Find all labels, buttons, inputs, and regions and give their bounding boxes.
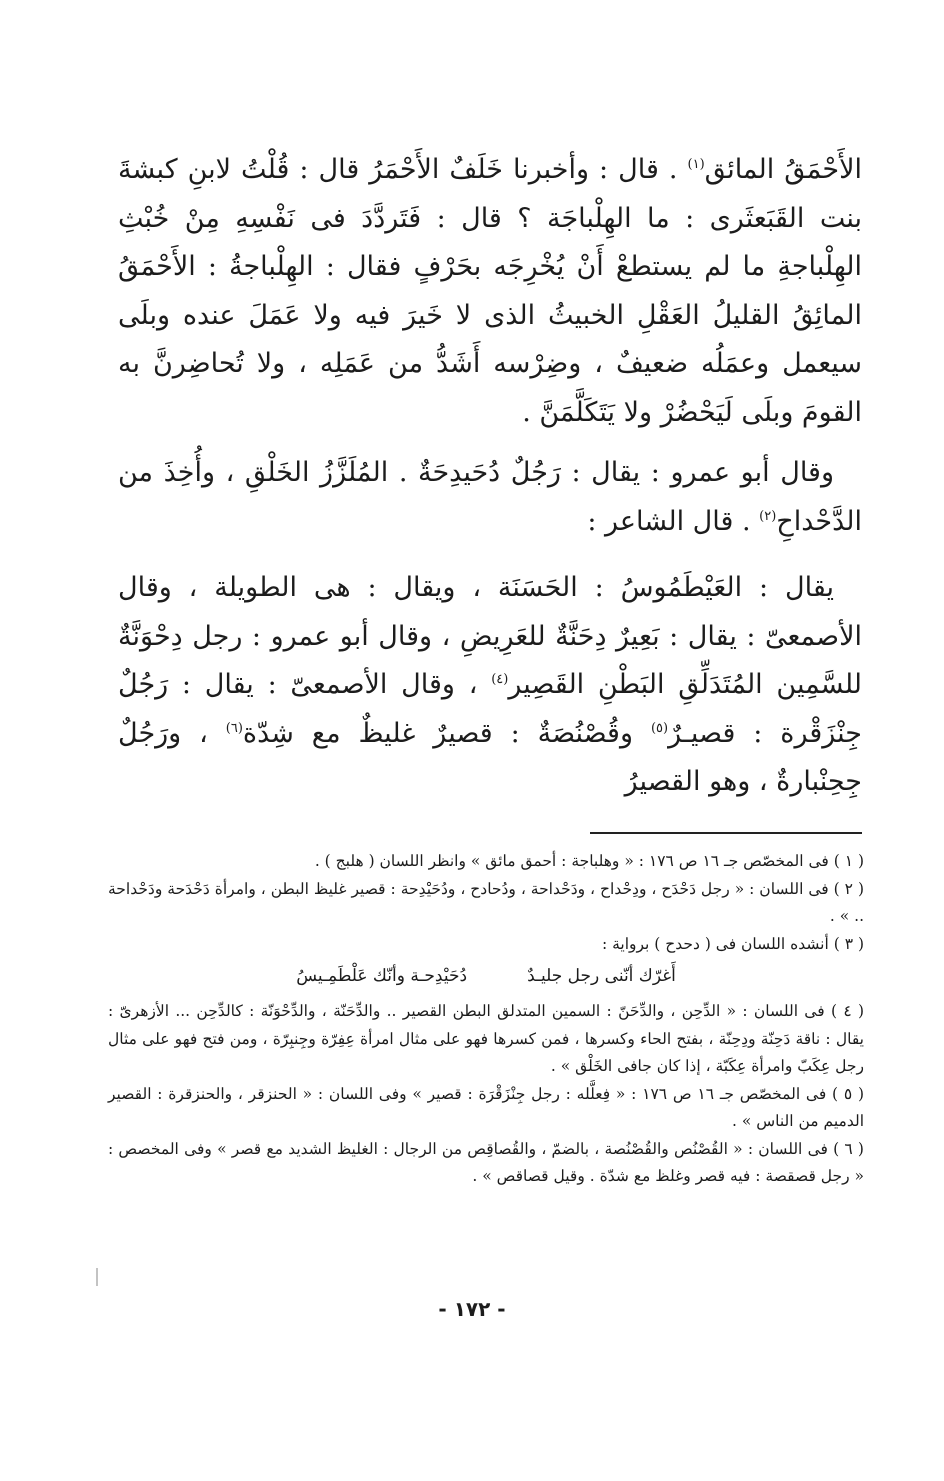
text-run: ، ورَجُلٌ جِحِنْبارةٌ ، وهو القصيرُ: [118, 717, 862, 797]
text-run: . قال : وأخبرنا خَلَفٌ الأَحْمَرُ قال : قُلْتُ لابنِ كبشةَ بنت القَبَعثَرى : ما الهِلْباجَة ؟ قال : فَتَردَّدَ فى نَفْسِهِ مِنْ خُبْثِ الهِلْباجةِ ما لم يستطعْ أَنْ يُخْرِجَه بحَرْفٍ فقال : الهِلْباجةُ : الأَحْمَقُ المائِقُ القليلُ العَقْلِ الخبيثُ الذى لا خَيرَ فيه ولا عَمَلَ عنده وبلَى سيعمل وعمَلُه ضعيفٌ ، وضِرْسه أَشَدُّ من عَمَلِه ، ولا تُحاضِرنَّ به القومَ وبلَى لَيَحْضُرْ ولا يَتَكَلَّمَنَّ .: [118, 154, 862, 428]
text-run: الأَحْمَقُ المائق: [704, 154, 863, 185]
footnote-verse: [108, 960, 864, 992]
text-run: وقال أبو عمرو : يقال : رَجُلٌ دُحَيدِحَةٌ . المُلَزَّزُ الخَلْقِ ، وأُخِذَ من الدَّحْداحِ: [118, 457, 862, 537]
main-text: [118, 146, 862, 807]
footnote-ref-1: (١): [687, 157, 705, 172]
footnote-separator: [590, 832, 862, 834]
paragraph-2: [118, 449, 862, 546]
text-run: يقال : العَيْطَمُوسُ : الحَسَنَة ، ويقال : هى الطويلة ، وقال الأصمعىّ : يقال : بَعِيرٌ دِحَنَّةٌ للعَرِيضِ ، وقال أبو عمرو : رجل دِحْوَنَّةٌ للسَّمِين المُتَدَلِّقِ البَطْنِ القَصِير: [118, 572, 862, 700]
text-run: وقُصْنُصَةٌ : قصيرٌ غليظٌ مع شِدّة: [242, 717, 651, 749]
footnote-verse-hemistich-1: أَغرّك أنّنى رجل جليـدٌ: [527, 966, 676, 986]
footnote-6: ( ٦ ) فى اللسان : « القُصْنُص والقُصْنُصة ، بالضمّ ، والقُصاقِص من الرجال : الغليظ الشديد مع قصر » وفى المخصص : « رجل قصقصة : فيه قصر وغلظ مع شدّة . وقيل قصاقص » .: [108, 1139, 864, 1185]
footnote-4: ( ٤ ) فى اللسان : « الدِّحِن ، والدِّحَنّ : السمين المتدلق البطن القصير .. والدِّحَنّة ، والدِّحْوَنّة : كالدِّحِن ... الأزهرىّ : يقال : ناقة دَحِنّة ودِحِنّة ، بفتح الحاء وكسرها ، فمن كسرها فهو على مثال امرأة عِفِرّة وجِنبِرّة ، ومن فتح فهو على مثال رجل عِكَبّ وامرأة عِكَبّة ، إذا كان جافى الخَلْق » .: [108, 1002, 864, 1075]
footnote-3: ( ٣ ) أنشده اللسان فى ( دحدح ) برواية :: [601, 934, 864, 953]
paragraph-1: [118, 146, 862, 437]
page-number: - ١٧٢ -: [438, 1297, 506, 1321]
scan-mark: [96, 1268, 98, 1286]
text-run: ، وقال الأصمعىّ : يقال : رَجُلٌ جِنْزَقْرة : قصيـرٌ: [118, 669, 862, 749]
paragraph-3: [118, 564, 862, 807]
footnote-5: ( ٥ ) فى المخصّص جـ ١٦ ص ١٧٦ : « فِعلَّله : رجل جِنْزَقْرَة : قصير » وفى اللسان : « الحنزقر ، والحنزقرة : القصير الدميم من الناس » .: [108, 1084, 865, 1130]
footnote-ref-2: (٢): [759, 508, 777, 524]
footnote-ref-5: (٥): [650, 720, 669, 736]
footnote-1: ( ١ ) فى المخصّص جـ ١٦ ص ١٧٦ : « وهلباجة : أحمق مائق » وانظر اللسان ( هلبج ) .: [314, 852, 864, 870]
footnote-ref-4: (٤): [491, 672, 509, 687]
footnotes: [108, 848, 864, 1191]
footnote-2: ( ٢ ) فى اللسان : « رجل دَحْدَح ، ودِحْداح ، ودَحْداحة ، ودُحادح ، ودُحَيْدِحة : قصير غليظ البطن ، وامرأة دَحْدَحة ودَحْداحة .. » .: [108, 879, 864, 925]
footnote-verse-hemistich-2: دُحَيْدِحـة وأنّك عَلْطَمِـيسُ: [296, 966, 468, 986]
text-run: . قال الشاعر :: [587, 505, 760, 537]
footnote-ref-6: (٦): [225, 720, 243, 736]
